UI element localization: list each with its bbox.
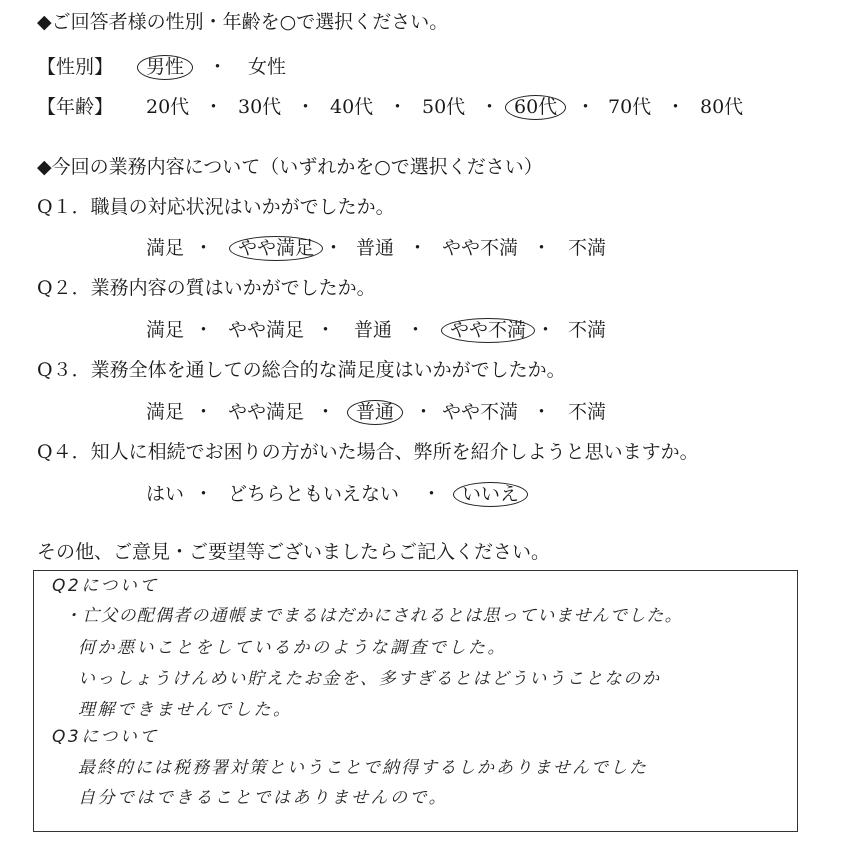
- separator: ・: [324, 237, 344, 259]
- q1-option-dissatisfied[interactable]: 不満: [568, 237, 607, 259]
- q3-option-satisfied[interactable]: 満足: [146, 401, 185, 423]
- separator: ・: [208, 56, 228, 78]
- q4-option-no[interactable]: いいえ: [462, 482, 528, 506]
- separator: ・: [666, 96, 686, 118]
- q3-option-neutral[interactable]: 普通: [356, 400, 403, 424]
- comment-box[interactable]: [33, 570, 798, 832]
- q3-option-somewhat-dissatisfied[interactable]: やや不満: [442, 401, 519, 423]
- age-option-40s[interactable]: 40代: [330, 96, 374, 118]
- question-1: Q１．職員の対応状況はいかがでしたか。: [37, 196, 395, 218]
- comment-line-6: Q3について: [52, 727, 159, 747]
- comment-line-5: 理解できませんでした。: [78, 700, 293, 720]
- age-option-70s[interactable]: 70代: [608, 96, 652, 118]
- separator: ・: [194, 401, 214, 423]
- separator: ・: [414, 401, 434, 423]
- separator: ・: [388, 96, 408, 118]
- gender-option-female[interactable]: 女性: [248, 56, 287, 78]
- q2-option-neutral[interactable]: 普通: [354, 319, 393, 341]
- separator: ・: [194, 319, 214, 341]
- separator: ・: [480, 96, 500, 118]
- comments-prompt: その他、ご意見・ご要望等ございましたらご記入ください。: [37, 541, 551, 563]
- question-4: Q４．知人に相続でお困りの方がいた場合、弊所を紹介しようと思いますか。: [37, 441, 699, 463]
- q1-option-neutral[interactable]: 普通: [356, 237, 395, 259]
- age-option-80s[interactable]: 80代: [700, 96, 744, 118]
- q2-option-satisfied[interactable]: 満足: [146, 319, 185, 341]
- separator: ・: [316, 401, 336, 423]
- comment-line-1: Q2について: [52, 576, 159, 596]
- separator: ・: [316, 319, 336, 341]
- separator: ・: [194, 237, 214, 259]
- age-option-60s[interactable]: 60代: [514, 95, 566, 119]
- q1-option-somewhat-dissatisfied[interactable]: やや不満: [442, 237, 519, 259]
- comment-line-3: 何か悪いことをしているかのような調査でした。: [78, 638, 507, 658]
- age-option-50s[interactable]: 50代: [422, 96, 466, 118]
- q3-option-somewhat-satisfied[interactable]: やや満足: [228, 401, 305, 423]
- question-3: Q３．業務全体を通しての総合的な満足度はいかがでしたか。: [37, 359, 566, 381]
- question-2: Q２．業務内容の質はいかがでしたか。: [37, 277, 376, 299]
- comment-line-2: ・亡父の配偶者の通帳までまるはだかにされるとは思っていませんでした。: [64, 606, 683, 626]
- separator: ・: [532, 237, 552, 259]
- separator: ・: [194, 483, 214, 505]
- q2-option-somewhat-dissatisfied[interactable]: やや不満: [450, 318, 535, 342]
- separator: ・: [422, 483, 442, 505]
- separator: ・: [532, 401, 552, 423]
- comment-line-4: いっしょうけんめい貯えたお金を、多すぎるとはどういうことなのか: [78, 669, 661, 689]
- age-option-20s[interactable]: 20代: [146, 96, 190, 118]
- separator: ・: [576, 96, 596, 118]
- section-heading: ◆今回の業務内容について（いずれかを○で選択ください）: [37, 156, 543, 178]
- separator: ・: [204, 96, 224, 118]
- age-option-30s[interactable]: 30代: [238, 96, 282, 118]
- q1-option-satisfied[interactable]: 満足: [146, 237, 185, 259]
- q3-option-dissatisfied[interactable]: 不満: [568, 401, 607, 423]
- separator: ・: [408, 237, 428, 259]
- gender-option-male[interactable]: 男性: [146, 55, 193, 79]
- q4-option-yes[interactable]: はい: [146, 483, 185, 505]
- age-label: 【年齢】: [37, 96, 114, 118]
- q1-option-somewhat-satisfied[interactable]: やや満足: [238, 236, 323, 260]
- separator: ・: [296, 96, 316, 118]
- demographics-heading: ◆ご回答者様の性別・年齢を○で選択ください。: [37, 11, 449, 33]
- q2-option-dissatisfied[interactable]: 不満: [568, 319, 607, 341]
- comment-line-8: 自分ではできることではありませんので。: [78, 788, 449, 808]
- separator: ・: [536, 319, 556, 341]
- q4-option-undecided[interactable]: どちらともいえない: [228, 483, 400, 505]
- separator: ・: [406, 319, 426, 341]
- gender-label: 【性別】: [37, 56, 114, 78]
- comment-line-7: 最終的には税務署対策ということで納得するしかありませんでした: [78, 758, 648, 778]
- q2-option-somewhat-satisfied[interactable]: やや満足: [228, 319, 305, 341]
